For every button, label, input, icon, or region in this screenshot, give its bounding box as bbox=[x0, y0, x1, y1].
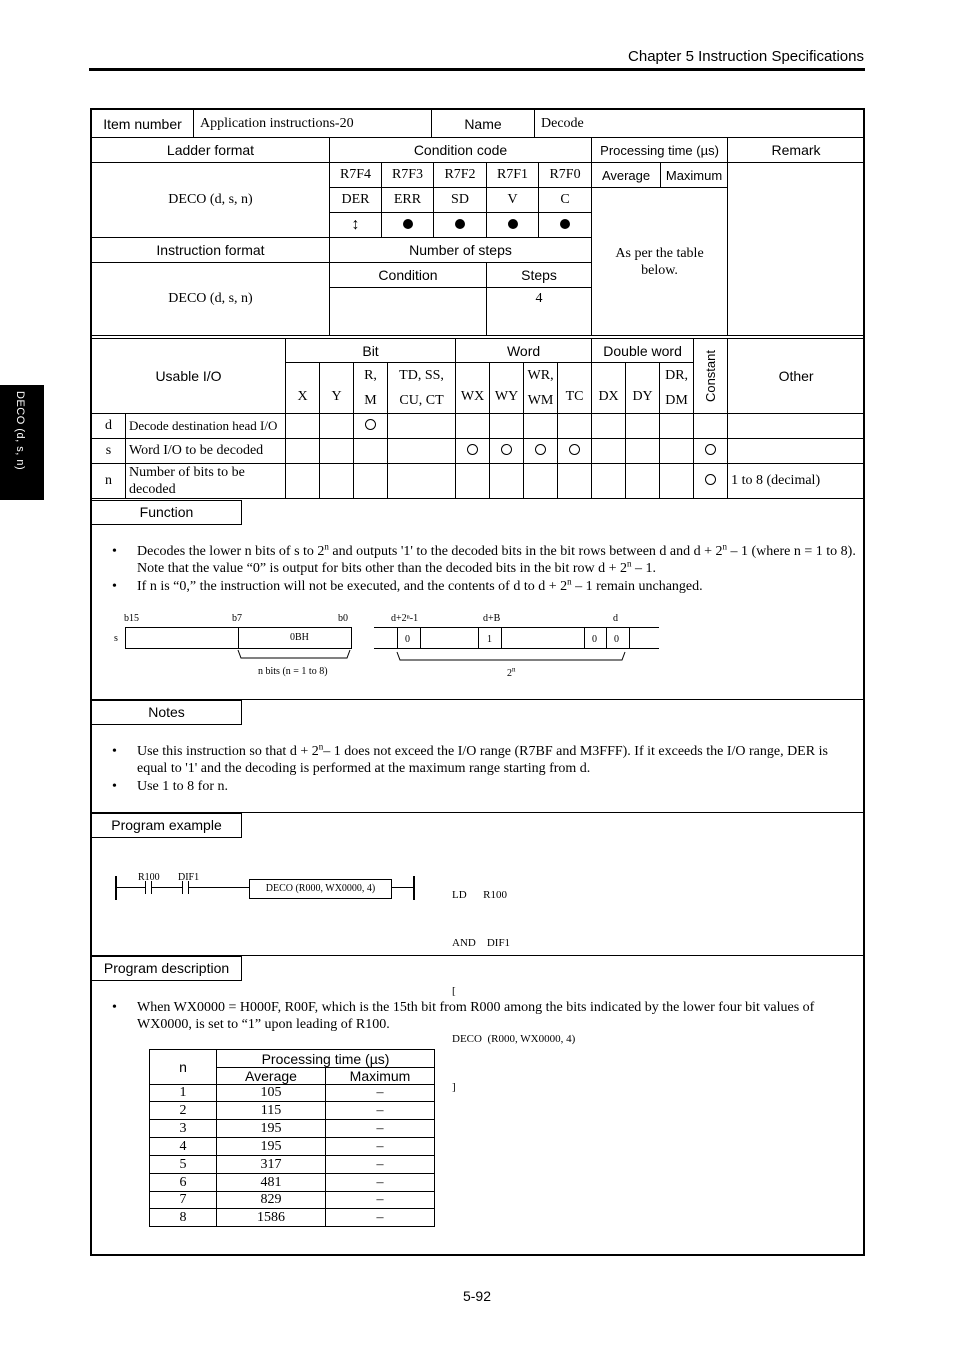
ptable-max: – bbox=[326, 1138, 435, 1156]
col-drdm-2: DM bbox=[665, 393, 688, 408]
ptable-avg: 195 bbox=[217, 1138, 326, 1156]
ptable-max: – bbox=[326, 1209, 435, 1227]
instruction-format-value: DECO (d, s, n) bbox=[92, 263, 330, 336]
col-wx: WX bbox=[456, 363, 490, 414]
program-description-label: Program description bbox=[92, 956, 242, 981]
flag-r7f4: R7F4 bbox=[330, 163, 382, 188]
contact-dif1-label: DIF1 bbox=[178, 872, 200, 883]
col-tdss-2: CU, CT bbox=[399, 393, 444, 408]
col-rm-2: M bbox=[364, 393, 377, 408]
filled-dot-icon bbox=[455, 219, 465, 229]
label-b7: b7 bbox=[232, 613, 242, 624]
program-description-bullet: • When WX0000 = H000F, R00F, which is the 15th bit from R000 among the bits indicated by the lower four bit values of WX0000, is set to “1” upon leading of R100. bbox=[111, 999, 851, 1033]
rung-wire bbox=[392, 887, 413, 888]
notes-label: Notes bbox=[92, 700, 242, 725]
io-cell bbox=[660, 439, 694, 464]
label-s: s bbox=[114, 633, 118, 644]
io-cell bbox=[626, 464, 660, 499]
nbits-label: n bits (n = 1 to 8) bbox=[258, 666, 328, 677]
io-cell bbox=[626, 439, 660, 464]
remark-label: Remark bbox=[728, 138, 865, 163]
col-dx: DX bbox=[592, 363, 626, 414]
io-cell bbox=[558, 414, 592, 439]
average-label: Average bbox=[592, 163, 661, 188]
label-d: d bbox=[613, 613, 618, 624]
s-wrwm-cell bbox=[524, 439, 558, 464]
function-bullet-2: • If n is “0,” the instruction will not be executed, and the contents of d to $d + 2^n - 1$ remain unchanged. bbox=[111, 578, 856, 595]
program-description-bullets bbox=[111, 999, 851, 1034]
col-x: X bbox=[286, 363, 320, 414]
double-word-label: Double word bbox=[592, 339, 694, 363]
ladder-format-value: DECO (d, s, n) bbox=[92, 163, 330, 238]
contact-r100-label: R100 bbox=[138, 872, 160, 883]
processing-time-note bbox=[592, 188, 728, 336]
io-cell bbox=[524, 464, 558, 499]
io-cell bbox=[490, 464, 524, 499]
ptable-average-label: Average bbox=[217, 1068, 326, 1085]
io-cell bbox=[286, 464, 320, 499]
chapter-title: Chapter 5 Instruction Specifications bbox=[628, 48, 864, 65]
ptable-avg: 829 bbox=[217, 1192, 326, 1209]
param-n-desc: Number of bits to be decoded bbox=[126, 464, 286, 499]
ptable-avg: 317 bbox=[217, 1156, 326, 1174]
item-number-value: Application instructions-20 bbox=[194, 110, 432, 138]
processing-time-label: Processing time (µs) bbox=[592, 138, 728, 163]
filled-dot-icon bbox=[508, 219, 518, 229]
steps-value: 4 bbox=[487, 288, 592, 336]
dest-divider bbox=[606, 627, 607, 649]
dest-divider bbox=[501, 627, 502, 649]
ptable-max: – bbox=[326, 1174, 435, 1192]
dest-row-top bbox=[374, 627, 659, 628]
remark-cell bbox=[728, 163, 865, 336]
notes-bullet-1: • Use this instruction so that $d + 2^n-$ 1 does not exceed the I/O range (R7BF and M3FFF). If it exceeds the I/O range, DER is equal to '1' and the decoding is performed at the maximum range starting from d. bbox=[111, 743, 859, 777]
io-cell bbox=[456, 464, 490, 499]
label-d-top: d+2ⁿ-1 bbox=[391, 613, 419, 624]
source-value: 0BH bbox=[290, 632, 309, 643]
param-s-other bbox=[728, 439, 865, 464]
flag-c: C bbox=[539, 188, 592, 213]
col-tc: TC bbox=[558, 363, 592, 414]
nbits-bracket bbox=[235, 648, 355, 662]
dest-row-bottom bbox=[374, 648, 659, 649]
rung-wire bbox=[117, 887, 145, 888]
processing-time-note-text: As per the table below. bbox=[615, 245, 704, 278]
instruction-format-label: Instruction format bbox=[92, 238, 330, 263]
usable-io-table bbox=[91, 338, 865, 499]
page-number: 5-92 bbox=[462, 1288, 492, 1304]
c-dot bbox=[539, 213, 592, 238]
col-rm-1: R, bbox=[364, 368, 377, 383]
dest-divider bbox=[584, 627, 585, 649]
ptable-n: 5 bbox=[150, 1156, 217, 1174]
number-of-steps-label: Number of steps bbox=[330, 238, 592, 263]
code-line: AND DIF1 bbox=[452, 937, 511, 949]
d-rm-cell bbox=[354, 414, 388, 439]
param-d-desc: Decode destination head I/O bbox=[126, 414, 286, 439]
condition-code-label: Condition code bbox=[330, 138, 592, 163]
label-b0: b0 bbox=[338, 613, 348, 624]
io-cell bbox=[490, 414, 524, 439]
flag-sd: SD bbox=[434, 188, 487, 213]
name-label: Name bbox=[432, 110, 535, 138]
flag-r7f3: R7F3 bbox=[382, 163, 434, 188]
ptable-avg: 115 bbox=[217, 1102, 326, 1120]
rung-wire bbox=[189, 887, 249, 888]
open-circle-icon bbox=[365, 419, 376, 430]
right-power-rail bbox=[413, 876, 415, 900]
dest-bracket bbox=[394, 650, 632, 664]
bit-label: Bit bbox=[286, 339, 456, 363]
dest-divider bbox=[478, 627, 479, 649]
io-cell bbox=[694, 414, 728, 439]
ptable-n: 3 bbox=[150, 1120, 217, 1138]
constant-label-cell bbox=[694, 339, 728, 414]
two-n-label: 2$^n$ bbox=[507, 665, 516, 679]
open-circle-icon bbox=[501, 444, 512, 455]
ptable-max: – bbox=[326, 1085, 435, 1102]
deco-box: DECO (R000, WX0000, 4) bbox=[249, 879, 392, 899]
col-wy: WY bbox=[490, 363, 524, 414]
ptable-max: – bbox=[326, 1102, 435, 1120]
label-d-b: d+B bbox=[483, 613, 501, 624]
io-cell bbox=[592, 414, 626, 439]
col-wrwm-2: WM bbox=[527, 393, 554, 408]
der-changed-symbol: ↕ bbox=[330, 213, 382, 238]
col-wrwm-1: WR, bbox=[527, 368, 554, 383]
n-constant-cell bbox=[694, 464, 728, 499]
steps-label: Steps bbox=[487, 263, 592, 288]
flag-r7f2: R7F2 bbox=[434, 163, 487, 188]
s-tc-cell bbox=[558, 439, 592, 464]
code-line: ] bbox=[452, 1081, 456, 1093]
io-cell bbox=[558, 464, 592, 499]
s-constant-cell bbox=[694, 439, 728, 464]
code-line: LD R100 bbox=[452, 889, 507, 901]
param-d-other bbox=[728, 414, 865, 439]
dest-divider bbox=[629, 627, 630, 649]
open-circle-icon bbox=[705, 474, 716, 485]
dest-bit-0: 0 bbox=[614, 634, 619, 645]
ptable-avg: 195 bbox=[217, 1120, 326, 1138]
io-cell bbox=[320, 414, 354, 439]
ptable-n-label: n bbox=[150, 1050, 217, 1085]
io-cell bbox=[286, 439, 320, 464]
io-cell bbox=[456, 414, 490, 439]
col-wrwm bbox=[524, 363, 558, 414]
spec-header-table bbox=[91, 109, 865, 138]
io-cell bbox=[320, 464, 354, 499]
open-circle-icon bbox=[705, 444, 716, 455]
word-label: Word bbox=[456, 339, 592, 363]
param-s: s bbox=[92, 439, 126, 464]
col-dy: DY bbox=[626, 363, 660, 414]
dest-bit-top: 0 bbox=[405, 634, 410, 645]
flag-der: DER bbox=[330, 188, 382, 213]
ptable-avg: 1586 bbox=[217, 1209, 326, 1227]
dest-bit-1: 0 bbox=[592, 634, 597, 645]
ptable-n: 2 bbox=[150, 1102, 217, 1120]
v-dot bbox=[487, 213, 539, 238]
io-cell bbox=[592, 439, 626, 464]
program-example-label: Program example bbox=[92, 813, 242, 838]
flag-r7f0: R7F0 bbox=[539, 163, 592, 188]
ptable-n: 4 bbox=[150, 1138, 217, 1156]
open-circle-icon bbox=[535, 444, 546, 455]
item-number-label: Item number bbox=[92, 110, 194, 138]
function-label: Function bbox=[92, 500, 242, 525]
s-wy-cell bbox=[490, 439, 524, 464]
header-rule bbox=[89, 68, 865, 71]
open-circle-icon bbox=[569, 444, 580, 455]
maximum-label: Maximum bbox=[661, 163, 728, 188]
dest-divider bbox=[397, 627, 398, 649]
col-rm bbox=[354, 363, 388, 414]
ptable-n: 1 bbox=[150, 1085, 217, 1102]
left-power-rail bbox=[115, 876, 117, 900]
io-cell bbox=[524, 414, 558, 439]
name-value: Decode bbox=[535, 110, 865, 138]
constant-label: Constant bbox=[703, 349, 719, 403]
col-tdss bbox=[388, 363, 456, 414]
program-code bbox=[452, 855, 575, 1111]
open-circle-icon bbox=[467, 444, 478, 455]
flag-r7f1: R7F1 bbox=[487, 163, 539, 188]
spec-format-table bbox=[91, 137, 865, 336]
ptable-maximum-label: Maximum bbox=[326, 1068, 435, 1085]
code-line: [ bbox=[452, 985, 456, 997]
ptable-max: – bbox=[326, 1156, 435, 1174]
io-cell bbox=[388, 439, 456, 464]
notes-bullet-2: • Use 1 to 8 for n. bbox=[111, 778, 859, 795]
io-cell bbox=[354, 464, 388, 499]
rung-wire bbox=[152, 887, 182, 888]
param-s-desc: Word I/O to be decoded bbox=[126, 439, 286, 464]
dest-divider bbox=[420, 627, 421, 649]
side-tab bbox=[0, 385, 44, 500]
ptable-max: – bbox=[326, 1120, 435, 1138]
io-cell bbox=[660, 464, 694, 499]
col-tdss-1: TD, SS, bbox=[399, 368, 444, 383]
filled-dot-icon bbox=[560, 219, 570, 229]
col-drdm bbox=[660, 363, 694, 414]
condition-label: Condition bbox=[330, 263, 487, 288]
flag-err: ERR bbox=[382, 188, 434, 213]
condition-value bbox=[330, 288, 487, 336]
io-cell bbox=[388, 464, 456, 499]
sd-dot bbox=[434, 213, 487, 238]
other-label: Other bbox=[728, 339, 865, 414]
io-cell bbox=[626, 414, 660, 439]
err-dot bbox=[382, 213, 434, 238]
col-y: Y bbox=[320, 363, 354, 414]
usable-io-label: Usable I/O bbox=[92, 339, 286, 414]
ptable-max: – bbox=[326, 1192, 435, 1209]
io-cell bbox=[592, 464, 626, 499]
filled-dot-icon bbox=[403, 219, 413, 229]
ptable-avg: 105 bbox=[217, 1085, 326, 1102]
ptable-n: 7 bbox=[150, 1192, 217, 1209]
io-cell bbox=[354, 439, 388, 464]
param-n: n bbox=[92, 464, 126, 499]
code-line: DECO (R000, WX0000, 4) bbox=[452, 1033, 576, 1045]
param-d: d bbox=[92, 414, 126, 439]
io-cell bbox=[286, 414, 320, 439]
io-cell bbox=[660, 414, 694, 439]
param-n-other: 1 to 8 (decimal) bbox=[728, 464, 865, 499]
io-cell bbox=[388, 414, 456, 439]
ptable-header: Processing time (µs) bbox=[217, 1050, 435, 1068]
ptable-n: 6 bbox=[150, 1174, 217, 1192]
ladder-format-label: Ladder format bbox=[92, 138, 330, 163]
notes-bullets bbox=[111, 743, 859, 796]
label-b15: b15 bbox=[124, 613, 139, 624]
io-cell bbox=[320, 439, 354, 464]
function-bullet-1: • Decodes the lower n bits of s to 2$^n$ and outputs '1' to the decoded bits in the bit rows between d and $d + 2^n - 1$ (where n = 1 to 8). Note that the value “0” is output for bits other than the decoded bits in the bit row $d + 2^n - 1$. bbox=[111, 543, 856, 577]
function-bullets bbox=[111, 543, 856, 596]
side-tab-label: DECO (d, s, n) bbox=[14, 391, 26, 471]
ptable-avg: 481 bbox=[217, 1174, 326, 1192]
s-wx-cell bbox=[456, 439, 490, 464]
processing-time-table bbox=[149, 1049, 435, 1227]
flag-v: V bbox=[487, 188, 539, 213]
source-word-divider bbox=[238, 627, 239, 648]
col-drdm-1: DR, bbox=[665, 368, 689, 383]
ptable-n: 8 bbox=[150, 1209, 217, 1227]
dest-bit-b: 1 bbox=[487, 634, 492, 645]
